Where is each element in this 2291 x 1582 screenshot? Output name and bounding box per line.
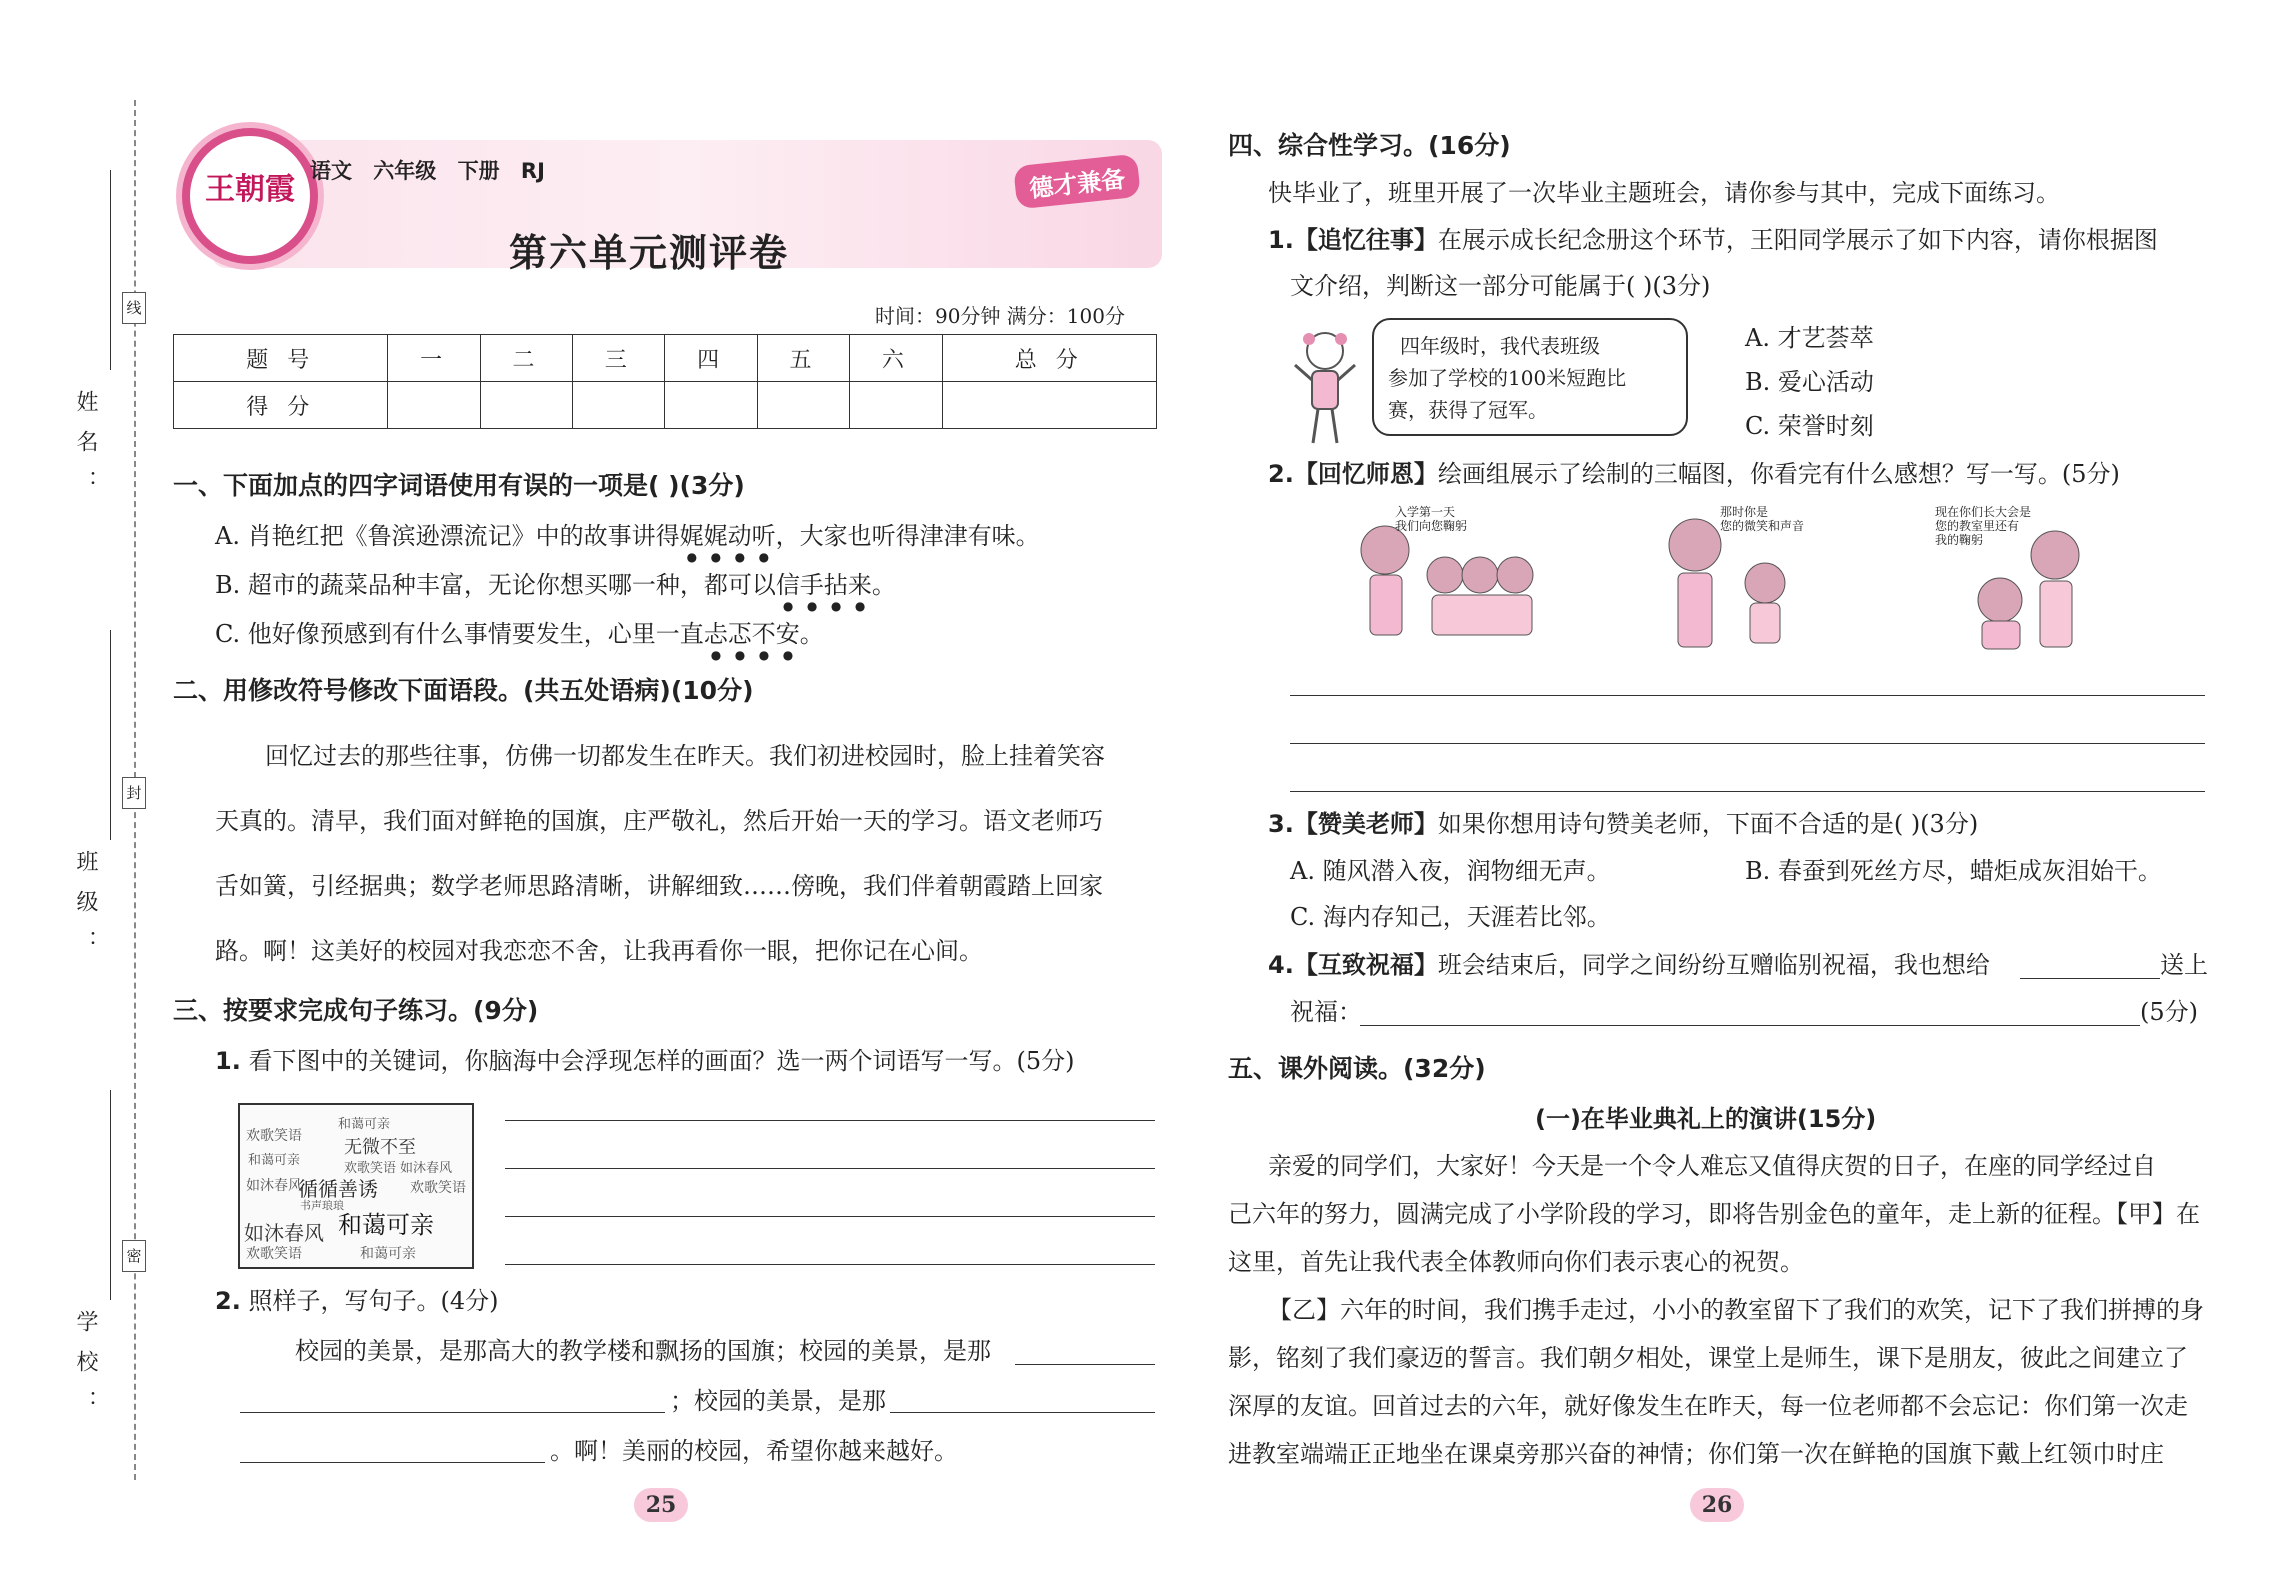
table-row (174, 335, 1157, 382)
class-label: 班级： (73, 850, 98, 970)
answer-blank[interactable] (2020, 978, 2160, 979)
page-number: 26 (1690, 1488, 1744, 1522)
binding-tag: 封 (122, 777, 146, 809)
option-b: B. 春蚕到死丝方尽，蜡炬成灰泪始干。 (1745, 857, 2162, 885)
sentence-model: ；校园的美景，是那 (670, 1387, 886, 1415)
table-cell: 四 (665, 335, 757, 382)
subject-line: 语文 六年级 下册 RJ (310, 159, 545, 183)
page-title: 第六单元测评卷 (509, 231, 790, 275)
option-b: B. 爱心活动 (1745, 368, 1874, 396)
school-label: 学校： (73, 1310, 98, 1430)
section-1-title: 一、下面加点的四字词语使用有误的一项是( )(3分) (173, 471, 745, 500)
page-number: 25 (634, 1488, 688, 1522)
table-row (174, 382, 1157, 429)
answer-blank[interactable] (1015, 1364, 1155, 1365)
table-cell: 总 分 (942, 335, 1156, 382)
answer-blank[interactable] (240, 1462, 545, 1463)
answer-line[interactable] (1290, 791, 2205, 792)
reading-line: 己六年的努力，圆满完成了小学阶段的学习，即将告别金色的童年，走上新的征程。【甲】在 (1228, 1200, 2200, 1228)
score-input[interactable] (388, 382, 480, 429)
reading-line: 进教室端端正正地坐在课桌旁那兴奋的神情；你们第一次在鲜艳的国旗下戴上红领巾时庄 (1228, 1440, 2164, 1468)
sentence-model: 校园的美景，是那高大的教学楼和飘扬的国旗；校园的美景，是那 (295, 1337, 991, 1365)
reading-line: 影，铭刻了我们豪迈的誓言。我们朝夕相处，课堂上是师生，课下是朋友，彼此之间建立了 (1228, 1344, 2188, 1372)
reading-line: 亲爱的同学们，大家好！今天是一个令人难忘又值得庆贺的日子，在座的同学经过自 (1268, 1152, 2156, 1180)
table-cell: 一 (388, 335, 480, 382)
option-a: A. 肖艳红把《鲁滨逊漂流记》中的故事讲得娓娓动听，大家也听得津津有味。 (215, 522, 1040, 550)
question-1: 1.【追忆往事】在展示成长纪念册这个环节，王阳同学展示了如下内容，请你根据图 (1268, 226, 2158, 254)
paragraph-line: 路。啊！这美好的校园对我恋恋不舍，让我再看你一眼，把你记在心间。 (215, 937, 983, 965)
binding-tag: 线 (122, 292, 146, 324)
section-2-title: 二、用修改符号修改下面语段。(共五处语病)(10分) (173, 676, 754, 705)
illustration-caption: 现在你们长大会是 您的教室里还有 我的鞠躬 (1935, 505, 2032, 547)
sentence-model: 。啊！美丽的校园，希望你越来越好。 (550, 1437, 958, 1465)
score-input[interactable] (665, 382, 757, 429)
section-3-title: 三、按要求完成句子练习。(9分) (173, 996, 539, 1025)
name-field[interactable] (110, 170, 111, 370)
table-cell: 二 (480, 335, 572, 382)
answer-line[interactable] (505, 1168, 1155, 1169)
wish-label: 祝福： (1290, 998, 1362, 1026)
illustration-caption: 入学第一天 我们向您鞠躬 (1395, 505, 1468, 533)
motto-badge: 德才兼备 (1013, 154, 1141, 210)
table-cell: 六 (850, 335, 942, 382)
answer-blank[interactable] (1360, 1025, 2140, 1026)
answer-line[interactable] (505, 1120, 1155, 1121)
score-input[interactable] (757, 382, 849, 429)
runner-figure (1285, 325, 1365, 450)
reading-line: 深厚的友谊。回首过去的六年，就好像发生在昨天，每一位老师都不会忘记：你们第一次走 (1228, 1392, 2188, 1420)
question-2: 2. 照样子，写句子。(4分) (215, 1287, 499, 1315)
question-4-end: 送上 (2160, 951, 2208, 979)
paragraph-line: 回忆过去的那些往事，仿佛一切都发生在昨天。我们初进校园时，脸上挂着笑容 (265, 742, 1105, 770)
binding-margin (0, 0, 145, 1582)
table-cell: 三 (573, 335, 665, 382)
time-info: 时间：90分钟 满分：100分 (875, 304, 1125, 328)
option-a: A. 随风潜入夜，润物细无声。 (1290, 857, 1611, 885)
illustration-caption: 那时你是 您的微笑和声音 (1720, 505, 1805, 533)
reading-line: 【乙】六年的时间，我们携手走过，小小的教室留下了我们的欢笑，记下了我们拼搏的身 (1268, 1296, 2204, 1324)
school-field[interactable] (110, 1090, 111, 1300)
score-input[interactable] (942, 382, 1156, 429)
option-c: C. 荣誉时刻 (1745, 412, 1874, 440)
option-c: C. 他好像预感到有什么事情要发生，心里一直忐忑不安。 (215, 620, 824, 648)
table-cell: 得 分 (174, 382, 388, 429)
brand-logo: 王朝霞 (182, 128, 318, 264)
class-field[interactable] (110, 630, 111, 840)
score-input[interactable] (850, 382, 942, 429)
table-cell: 五 (757, 335, 849, 382)
question-4: 4.【互致祝福】班会结束后，同学之间纷纷互赠临别祝福，我也想给 (1268, 951, 1990, 979)
question-1: 1. 看下图中的关键词，你脑海中会浮现怎样的画面？选一两个词语写一写。(5分) (215, 1047, 1075, 1075)
question-1-cont: 文介绍，判断这一部分可能属于( )(3分) (1290, 272, 1711, 300)
score-table (173, 334, 1157, 429)
section-4-title: 四、综合性学习。(16分) (1228, 131, 1511, 160)
reading-subtitle: (一)在毕业典礼上的演讲(15分) (1535, 1105, 1877, 1133)
answer-blank[interactable] (890, 1412, 1155, 1413)
paragraph-line: 天真的。清早，我们面对鲜艳的国旗，庄严敬礼，然后开始一天的学习。语文老师巧 (215, 807, 1103, 835)
answer-line[interactable] (1290, 695, 2205, 696)
answer-line[interactable] (505, 1216, 1155, 1217)
question-3: 3.【赞美老师】如果你想用诗句赞美老师，下面不合适的是( )(3分) (1268, 810, 1979, 838)
score-input[interactable] (480, 382, 572, 429)
binding-tag: 密 (122, 1240, 146, 1272)
option-c: C. 海内存知己，天涯若比邻。 (1290, 903, 1611, 931)
section-4-intro: 快毕业了，班里开展了一次毕业主题班会，请你参与其中，完成下面练习。 (1268, 179, 2060, 207)
option-a: A. 才艺荟萃 (1745, 324, 1874, 352)
question-4-score: (5分) (2140, 998, 2198, 1026)
question-2: 2.【回忆师恩】绘画组展示了绘制的三幅图，你看完有什么感想？写一写。(5分) (1268, 460, 2120, 488)
name-label: 姓名： (73, 390, 98, 510)
word-cloud-image: 欢歌笑语 无微不至 如沐春风 循循善诱 和蔼可亲 如沐春风 欢歌笑语 和蔼可亲 欢歌笑语 书声琅琅 如沐春风 和蔼可亲 欢歌笑语 和蔼可亲 (238, 1103, 474, 1269)
reading-line: 这里，首先让我代表全体教师向你们表示衷心的祝贺。 (1228, 1248, 1804, 1276)
speech-bubble: 四年级时，我代表班级 参加了学校的100米短跑比 赛，获得了冠军。 (1372, 318, 1688, 436)
paragraph-line: 舌如簧，引经据典；数学老师思路清晰，讲解细致……傍晚，我们伴着朝霞踏上回家 (215, 872, 1103, 900)
answer-line[interactable] (1290, 743, 2205, 744)
section-5-title: 五、课外阅读。(32分) (1228, 1054, 1486, 1083)
table-cell: 题 号 (174, 335, 388, 382)
answer-line[interactable] (505, 1264, 1155, 1265)
option-b: B. 超市的蔬菜品种丰富，无论你想买哪一种，都可以信手拈来。 (215, 571, 896, 599)
score-input[interactable] (573, 382, 665, 429)
answer-blank[interactable] (240, 1412, 665, 1413)
